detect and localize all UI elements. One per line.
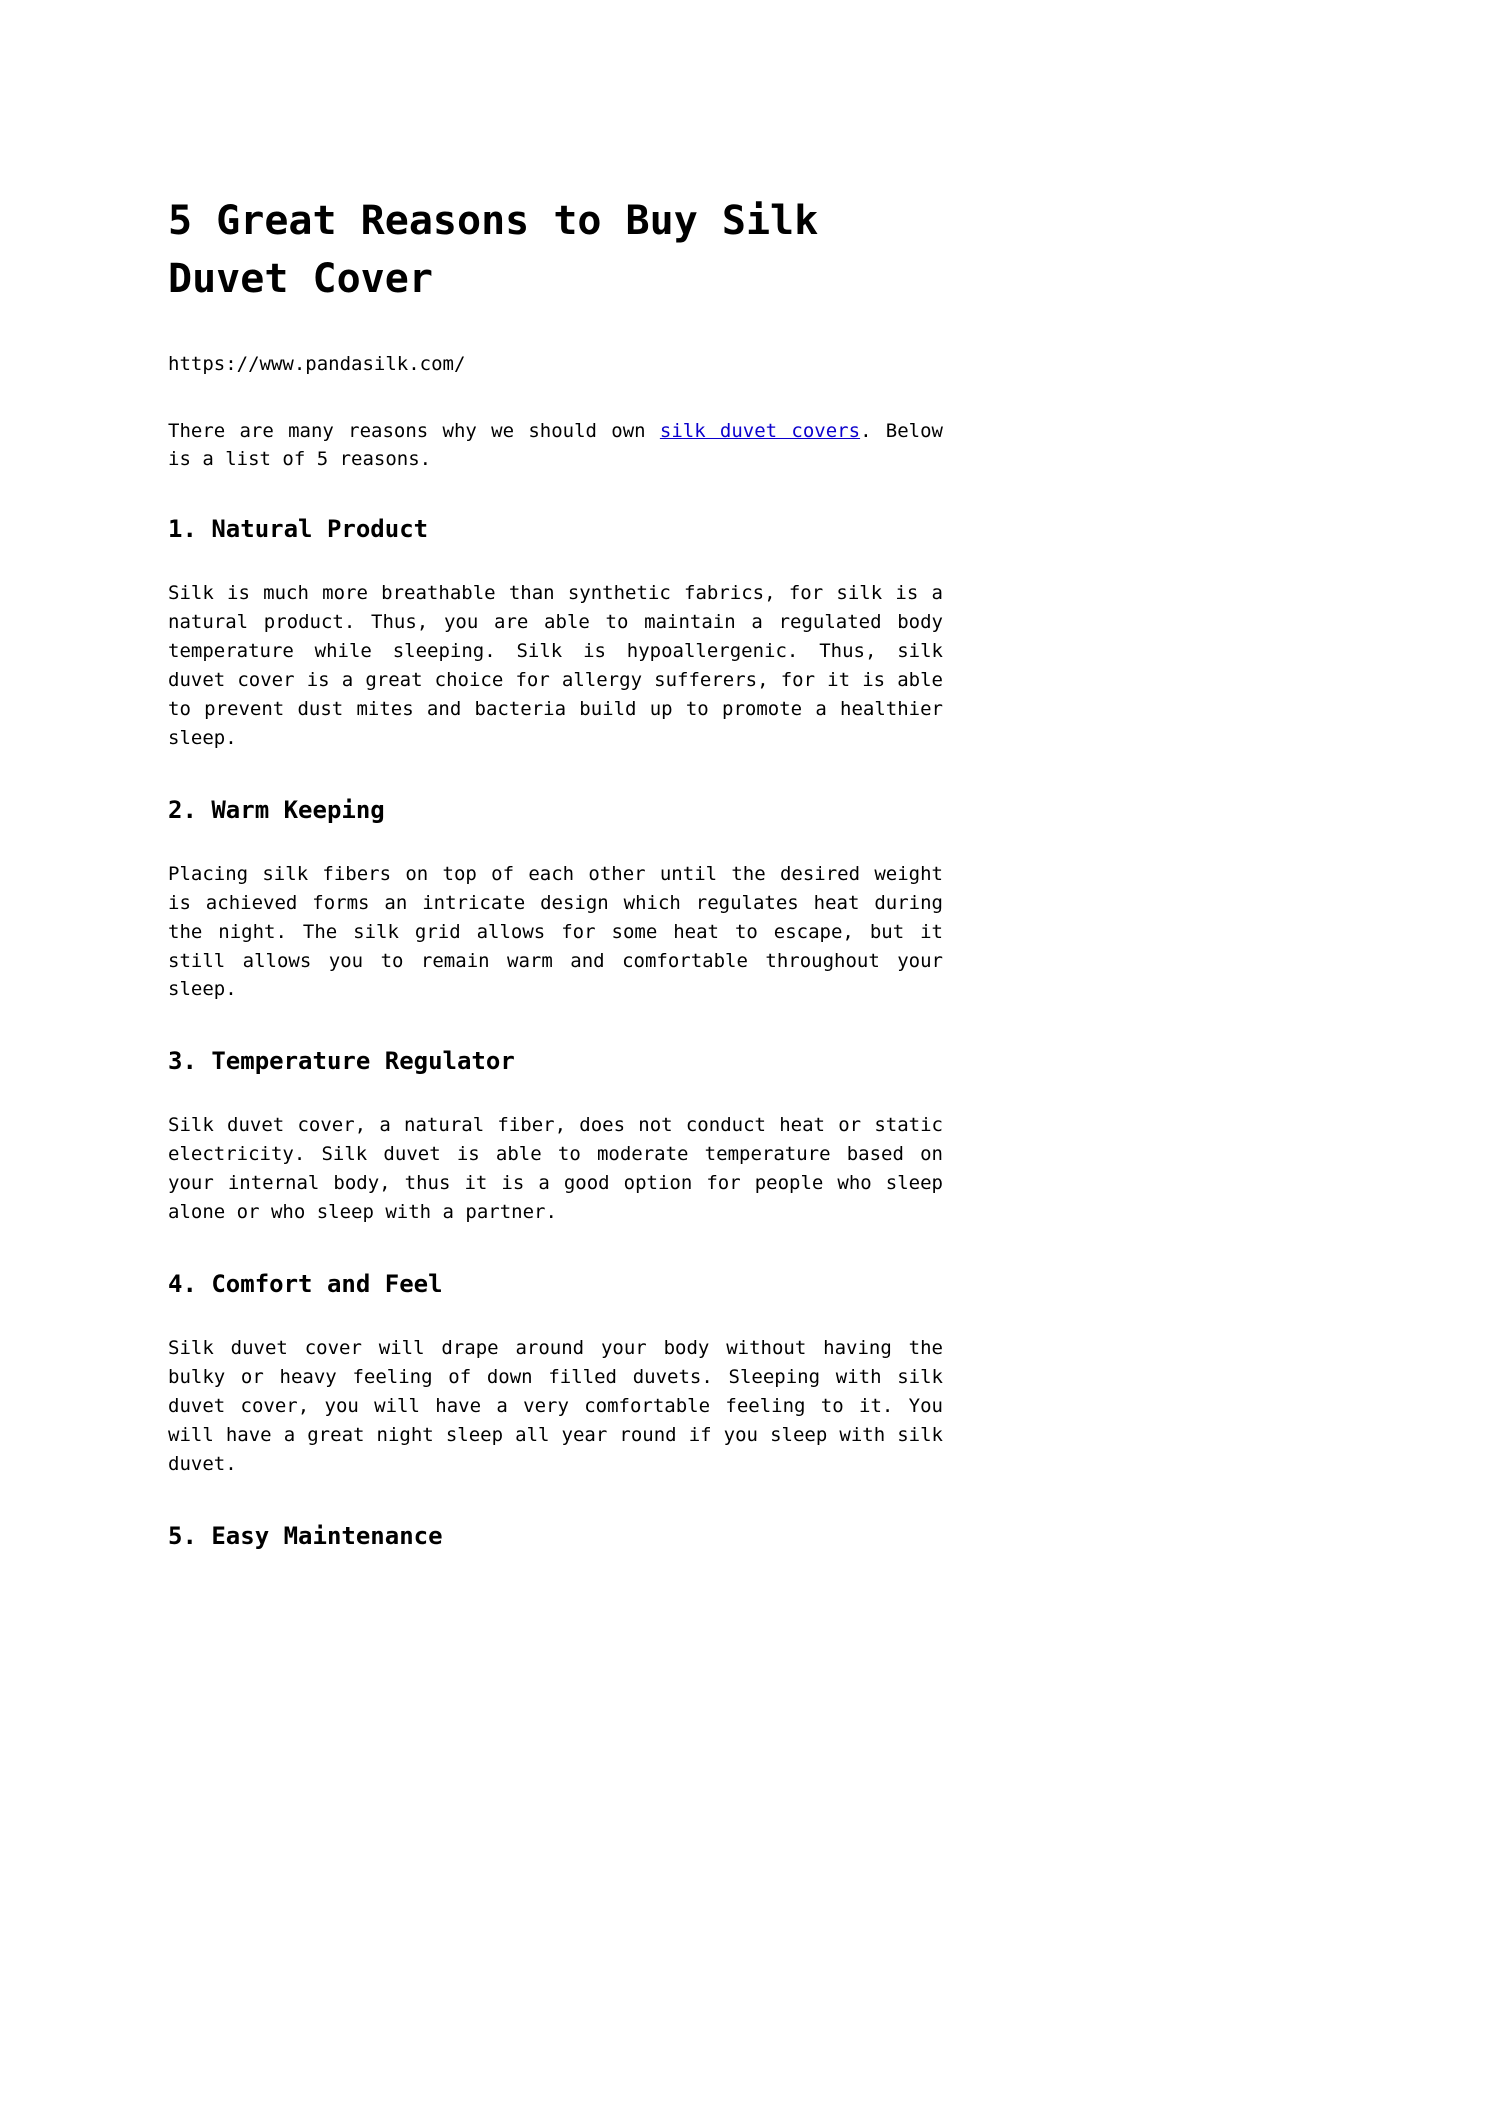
section-easy-maintenance — [168, 1521, 943, 1552]
intro-text-before-link: There are many reasons why we should own — [168, 419, 660, 442]
section-body: Silk is much more breathable than synthetic fabrics, for silk is a natural product. Thus, you are able to maintain a regulated body temperature while sleeping. Silk is hypoallergenic. Thus, silk duvet cover is a great choice for allergy sufferers, for it is able to prevent dust mites and bacteria build up to promote a healthier sleep. — [168, 582, 943, 749]
page-title: 5 Great Reasons to Buy Silk Duvet Cover — [168, 198, 819, 302]
section-warm-keeping — [168, 795, 943, 1005]
source-url: https://www.pandasilk.com/ — [168, 353, 466, 375]
section-body: Silk duvet cover, a natural fiber, does not conduct heat or static electricity. Silk duvet is able to moderate temperature based on your internal body, thus it is a good option for people who sleep alone or who sleep with a partner. — [168, 1114, 943, 1224]
section-heading: 3. Temperature Regulator — [168, 1047, 515, 1076]
section-body: Silk duvet cover will drape around your body without having the bulky or heavy feeling of down filled duvets. Sleeping with silk duvet cover, you will have a very comfortable feeling to it. You will have a great night sleep all year round if you sleep with silk duvet. — [168, 1337, 943, 1475]
section-heading: 2. Warm Keeping — [168, 795, 385, 824]
section-natural-product — [168, 514, 943, 752]
section-heading: 1. Natural Product — [168, 515, 429, 544]
section-body: Placing silk fibers on top of each other until the desired weight is achieved forms an intricate design which regulates heat during the night. The silk grid allows for some heat to escape, but it still allows you to remain warm and comfortable throughout your sleep. — [168, 862, 943, 1001]
section-comfort-and-feel — [168, 1269, 943, 1479]
section-heading: 5. Easy Maintenance — [168, 1521, 443, 1550]
silk-duvet-covers-link[interactable]: silk duvet covers — [659, 419, 861, 442]
section-temperature-regulator — [168, 1046, 943, 1227]
intro-text-after-link: . Below is a list of 5 reasons. — [168, 419, 943, 471]
intro-paragraph — [168, 417, 943, 475]
document-content — [168, 192, 943, 1594]
section-heading: 4. Comfort and Feel — [168, 1269, 443, 1298]
